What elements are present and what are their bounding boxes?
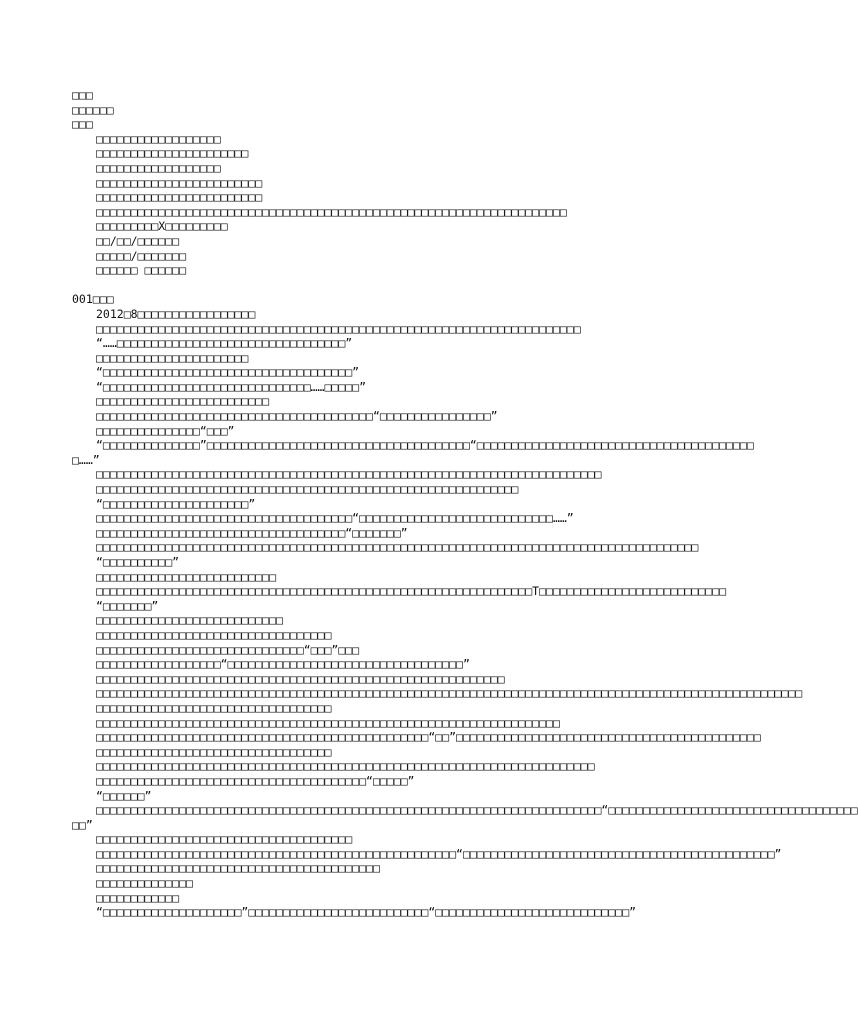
paragraph-line: □□□□□□□□□□□□□□□□□□□□□□□□□□□□□□□□□□□□□ bbox=[96, 832, 353, 847]
chapter-body bbox=[72, 306, 858, 920]
meta-line: □□□□□□□□□X□□□□□□□□□ bbox=[96, 219, 228, 234]
paragraph-line: □□□□□□□□□□□□□□□□□□□□□□ bbox=[96, 350, 249, 365]
header-line-1: □□□ bbox=[72, 88, 93, 102]
paragraph-line: □□□□□□□□□□□□□□□□□□□□□□□□□□□□□□□□□□□□□□□□□ bbox=[96, 861, 380, 876]
meta-line: □□□□□□ □□□□□□ bbox=[96, 263, 187, 278]
paragraph-line: □□□□□□□□□□□□□□□□□□□□□□□□□□□□□□□□□□□□□“□□□□□□□□□□□□□□□□□□□□□□□□□□□□……” bbox=[96, 511, 574, 526]
meta-line: □□□□□/□□□□□□□ bbox=[96, 248, 187, 263]
header-line-3: □□□ bbox=[72, 117, 93, 132]
paragraph-line: □□□□□□□□□□□□□□□□□□“□□□□□□□□□□□□□□□□□□□□□□□□□□□□□□□□□□” bbox=[96, 657, 470, 672]
paragraph-line: □……” bbox=[72, 452, 100, 467]
paragraph-line: “……□□□□□□□□□□□□□□□□□□□□□□□□□□□□□□□□□” bbox=[96, 336, 353, 351]
document-page bbox=[72, 88, 858, 920]
meta-line: □□□□□□□□□□□□□□□□□□□□□□ bbox=[96, 146, 249, 161]
paragraph-line: □□□□□□□□□□□□ bbox=[96, 890, 180, 905]
paragraph-line: “□□□□□□□” bbox=[96, 598, 159, 613]
paragraph-line: □□□□□□□□□□□□□□□□□□□□□□□□□□□□□□□□□□□□□□□□□□□□□□□□“□□”□□□□□□□□□□□□□□□□□□□□□□□□□□□□□□□□□□□□□□□□□□□□ bbox=[96, 730, 761, 745]
paragraph-line: □□□□□□□□□□□□□□□□□□□□□□□□□□□□□□□□□□□□□□□□□□□□□□□□□□□□□□□□□□□□□□□□□□□□□□□□□ bbox=[96, 467, 602, 482]
chapter-title: 001□□□ bbox=[72, 292, 114, 307]
paragraph-line: □□□□□□□□□□□□□□□□□□□□□□□□□□□□□□□□□□□□□□□□□□□□□□□□□□□□□□□□□□□□□□□□□□□ bbox=[96, 715, 560, 730]
chapter-block bbox=[72, 292, 858, 920]
meta-line: □□□□□□□□□□□□□□□□□□ bbox=[96, 160, 221, 175]
paragraph-line: 2012□8□□□□□□□□□□□□□□□□□ bbox=[96, 306, 256, 321]
paragraph-line: □□□□□□□□□□□□□□□□□□□□□□□□□□□□□□“□□□”□□□ bbox=[96, 642, 360, 657]
meta-line: □□□□□□□□□□□□□□□□□□□□□□□□ bbox=[96, 175, 263, 190]
paragraph-line: □□□□□□□□□□□□□□□□□□□□□□□□□□□□□□□□□□ bbox=[96, 627, 332, 642]
paragraph-line: “□□□□□□□□□□□□□□□□□□□□□□□□□□□□□□……□□□□□” bbox=[96, 379, 367, 394]
paragraph-line: □□□□□□□□□□□□□□□□□□□□□□□□□□□□□□□□□□□□□□□□□□□□□□□□□□□□□□□□□□□□□□□T□□□□□□□□□□□□□□□□□□□□□□□□□□□ bbox=[96, 584, 727, 599]
paragraph-line: “□□□□□□” bbox=[96, 788, 152, 803]
paragraph-line: □□□□□□□□□□□□□□□□□□□□□□□□□□□□□□□□□□□□□□□□□□□□□□□□□□□□□□□□□□□□□□□□□□□□□□ bbox=[96, 321, 581, 336]
header-line-2: □□□□□□ bbox=[72, 102, 114, 117]
paragraph-line: □□□□□□□□□□□□□□□□□□□□□□□□□□ bbox=[96, 569, 277, 584]
paragraph-line: □□□□□□□□□□□□□□□□□□□□□□□□□□□□□□□□□□ bbox=[96, 744, 332, 759]
paragraph-line: “□□□□□□□□□□□□□□□□□□□□□” bbox=[96, 496, 256, 511]
section-gap bbox=[72, 278, 696, 293]
meta-line: □□□□□□□□□□□□□□□□□□ bbox=[96, 131, 221, 146]
paragraph-line: □□□□□□□□□□□□□□□□□□□□□□□□□□□□□□□□□□□□□□□□□□□□□□□□□□□□□□□□□□□□□□□□□□□□□□□□□“□□□□□□□□□□□□□□□□□□□□□□□□□□□□□□□□□□□□ bbox=[96, 803, 858, 818]
paragraph-line: □□□□□□□□□□□□□□□□□□□□□□□□□□□□□□□□□□□□□□□□□□□□□□□□□□□□“□□□□□□□□□□□□□□□□□□□□□□□□□□□□□□□□□□□□□□□□□□□□□” bbox=[96, 846, 782, 861]
paragraph-line: “□□□□□□□□□□□□□□”□□□□□□□□□□□□□□□□□□□□□□□□□□□□□□□□□□□□□□“□□□□□□□□□□□□□□□□□□□□□□□□□□□□□□□□□□□□□□□□ bbox=[96, 438, 754, 453]
paragraph-line: □□□□□□□□□□□□□□□□□□□□□□□□□□□□□□□□□□□□□□□□□□□□□□□□□□□□□□□□□□□□□□□□□□□□□□□□ bbox=[96, 759, 595, 774]
paragraph-line: □□□□□□□□□□□□□□ bbox=[96, 876, 193, 891]
paragraph-line: □□□□□□□□□□□□□□□□□□□□□□□□□□□□□□□□□□□□“□□□□□□□” bbox=[96, 525, 408, 540]
paragraph-line: □□□□□□□□□□□□□□□“□□□” bbox=[96, 423, 235, 438]
paragraph-line: □□□□□□□□□□□□□□□□□□□□□□□□□□□□□□□□□□□□□□□□□□□□□□□□□□□□□□□□□□□ bbox=[96, 671, 505, 686]
paragraph-line: □□□□□□□□□□□□□□□□□□□□□□□□□□□□□□□□□□□□□□□□□□□□□□□□□□□□□□□□□□□□□□□□□□□□□□□□□□□□□□□□□□□□□□□ bbox=[96, 540, 699, 555]
paragraph-line: “□□□□□□□□□□” bbox=[96, 555, 180, 569]
paragraph-line: □□□□□□□□□□□□□□□□□□□□□□□□□□□□□□□□□□□□□□□□□□□□□□□□□□□□□□□□□□□□□ bbox=[96, 482, 519, 497]
paragraph-line: □□□□□□□□□□□□□□□□□□□□□□□□□□□□□□□□□□□□□□□□“□□□□□□□□□□□□□□□□” bbox=[96, 409, 498, 424]
meta-line: □□/□□/□□□□□□ bbox=[96, 233, 180, 248]
paragraph-line: “□□□□□□□□□□□□□□□□□□□□□□□□□□□□□□□□□□□□” bbox=[96, 365, 360, 380]
paragraph-line: □□□□□□□□□□□□□□□□□□□□□□□□□□□ bbox=[96, 613, 283, 628]
meta-block bbox=[72, 132, 696, 278]
meta-line: □□□□□□□□□□□□□□□□□□□□□□□□ bbox=[96, 190, 263, 205]
paragraph-line: □□□□□□□□□□□□□□□□□□□□□□□□□□□□□□□□□□□□□□□□□□□□□□□□□□□□□□□□□□□□□□□□□□□□□□□□□□□□□□□□□□□□□□□□□□□□□□□□□□□□□□ bbox=[96, 686, 803, 701]
paragraph-line: □□□□□□□□□□□□□□□□□□□□□□□□□□□□□□□□□□ bbox=[96, 700, 332, 715]
paragraph-line: □□” bbox=[72, 817, 93, 832]
paragraph-line: “□□□□□□□□□□□□□□□□□□□□”□□□□□□□□□□□□□□□□□□□□□□□□□□“□□□□□□□□□□□□□□□□□□□□□□□□□□□□” bbox=[96, 905, 637, 920]
paragraph-line: □□□□□□□□□□□□□□□□□□□□□□□□□ bbox=[96, 394, 270, 409]
meta-line: □□□□□□□□□□□□□□□□□□□□□□□□□□□□□□□□□□□□□□□□□□□□□□□□□□□□□□□□□□□□□□□□□□□□ bbox=[96, 204, 567, 219]
paragraph-line: □□□□□□□□□□□□□□□□□□□□□□□□□□□□□□□□□□□□□□□“□□□□□” bbox=[96, 773, 415, 788]
header-block bbox=[72, 88, 696, 132]
